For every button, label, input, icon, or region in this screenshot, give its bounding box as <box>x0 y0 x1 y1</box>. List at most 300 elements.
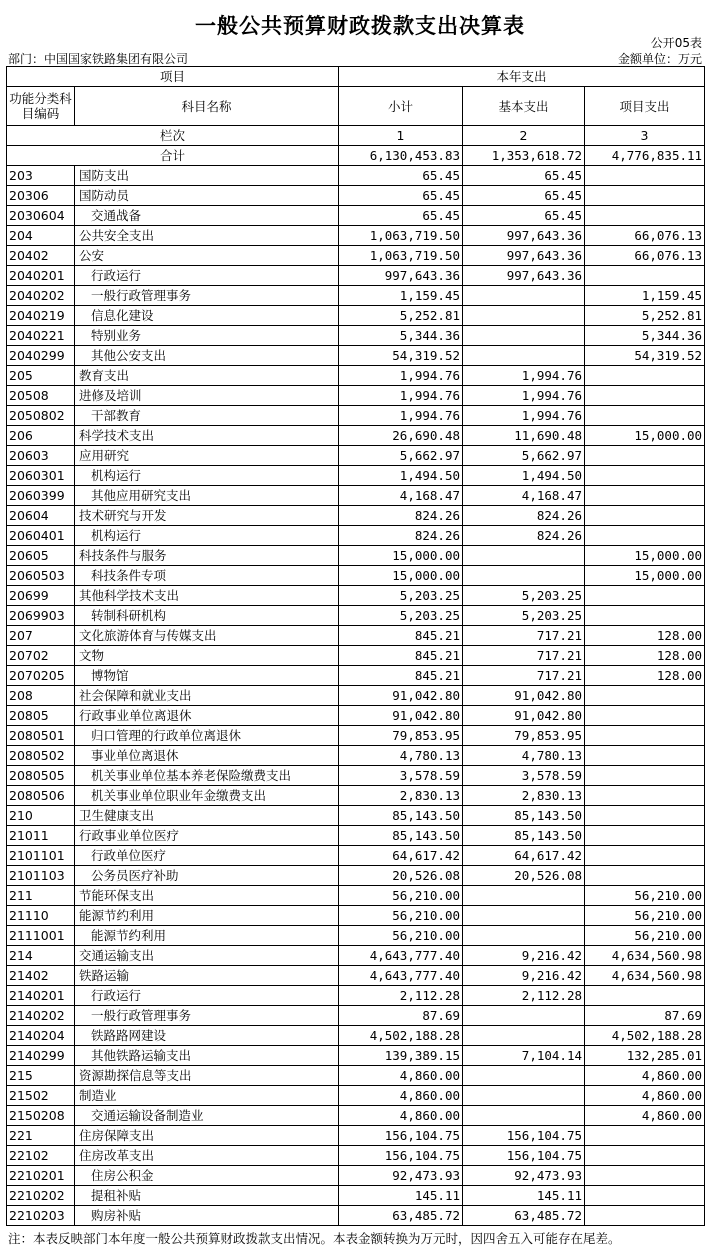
subtotal-cell: 64,617.42 <box>339 846 463 866</box>
header-subject-name: 科目名称 <box>75 87 339 126</box>
code-cell: 20603 <box>7 446 75 466</box>
basic-cell: 2,112.28 <box>463 986 585 1006</box>
subtotal-cell: 5,662.97 <box>339 446 463 466</box>
code-cell: 204 <box>7 226 75 246</box>
table-row <box>7 246 705 266</box>
name-cell: 行政事业单位医疗 <box>75 826 339 846</box>
basic-cell <box>463 906 585 926</box>
project-cell: 1,159.45 <box>585 286 705 306</box>
table-row <box>7 1206 705 1226</box>
total-subtotal: 6,130,453.83 <box>339 146 463 166</box>
subtotal-cell: 824.26 <box>339 506 463 526</box>
table-row <box>7 286 705 306</box>
subtotal-cell: 20,526.08 <box>339 866 463 886</box>
name-cell: 技术研究与开发 <box>75 506 339 526</box>
name-cell: 特别业务 <box>75 326 339 346</box>
name-cell: 科学技术支出 <box>75 426 339 446</box>
table-row <box>7 946 705 966</box>
table-row <box>7 1066 705 1086</box>
code-cell: 2070205 <box>7 666 75 686</box>
subtotal-cell: 87.69 <box>339 1006 463 1026</box>
subtotal-cell: 5,203.25 <box>339 586 463 606</box>
code-cell: 22102 <box>7 1146 75 1166</box>
name-cell: 铁路运输 <box>75 966 339 986</box>
subtotal-cell: 4,502,188.28 <box>339 1026 463 1046</box>
code-cell: 20805 <box>7 706 75 726</box>
table-row <box>7 266 705 286</box>
subtotal-cell: 156,104.75 <box>339 1146 463 1166</box>
subtotal-cell: 845.21 <box>339 646 463 666</box>
total-label: 合计 <box>7 146 339 166</box>
basic-cell <box>463 1106 585 1126</box>
subtotal-cell: 91,042.80 <box>339 686 463 706</box>
project-cell: 4,860.00 <box>585 1066 705 1086</box>
project-cell: 4,860.00 <box>585 1106 705 1126</box>
code-cell: 2040202 <box>7 286 75 306</box>
project-cell <box>585 1146 705 1166</box>
col-label: 栏次 <box>7 126 339 146</box>
name-cell: 住房改革支出 <box>75 1146 339 1166</box>
basic-cell: 5,662.97 <box>463 446 585 466</box>
subtotal-cell: 824.26 <box>339 526 463 546</box>
column-index-row <box>7 126 705 146</box>
table-row <box>7 626 705 646</box>
project-cell <box>585 846 705 866</box>
project-cell: 4,634,560.98 <box>585 946 705 966</box>
table-row <box>7 666 705 686</box>
code-cell: 20702 <box>7 646 75 666</box>
subtotal-cell: 1,494.50 <box>339 466 463 486</box>
table-row <box>7 566 705 586</box>
table-row <box>7 866 705 886</box>
subtotal-cell: 5,203.25 <box>339 606 463 626</box>
project-cell <box>585 806 705 826</box>
basic-cell: 717.21 <box>463 626 585 646</box>
basic-cell: 1,494.50 <box>463 466 585 486</box>
code-cell: 2140202 <box>7 1006 75 1026</box>
code-cell: 2101103 <box>7 866 75 886</box>
project-cell <box>585 766 705 786</box>
header-func-code: 功能分类科目编码 <box>7 87 75 126</box>
code-cell: 21502 <box>7 1086 75 1106</box>
code-cell: 2050802 <box>7 406 75 426</box>
subtotal-cell: 1,063,719.50 <box>339 226 463 246</box>
name-cell: 交通运输支出 <box>75 946 339 966</box>
table-row <box>7 606 705 626</box>
project-cell <box>585 786 705 806</box>
name-cell: 干部教育 <box>75 406 339 426</box>
table-row <box>7 1026 705 1046</box>
basic-cell <box>463 546 585 566</box>
col-index-3: 3 <box>585 126 705 146</box>
code-cell: 203 <box>7 166 75 186</box>
basic-cell: 92,473.93 <box>463 1166 585 1186</box>
table-row <box>7 1146 705 1166</box>
name-cell: 国防支出 <box>75 166 339 186</box>
table-row <box>7 646 705 666</box>
table-row <box>7 386 705 406</box>
table-row <box>7 506 705 526</box>
subtotal-cell: 2,830.13 <box>339 786 463 806</box>
table-row <box>7 326 705 346</box>
code-cell: 21402 <box>7 966 75 986</box>
name-cell: 机关事业单位基本养老保险缴费支出 <box>75 766 339 786</box>
code-cell: 2060503 <box>7 566 75 586</box>
code-cell: 2210201 <box>7 1166 75 1186</box>
name-cell: 资源勘探信息等支出 <box>75 1066 339 1086</box>
subtotal-cell: 79,853.95 <box>339 726 463 746</box>
name-cell: 住房公积金 <box>75 1166 339 1186</box>
code-cell: 2040299 <box>7 346 75 366</box>
basic-cell: 11,690.48 <box>463 426 585 446</box>
subtotal-cell: 26,690.48 <box>339 426 463 446</box>
name-cell: 其他科学技术支出 <box>75 586 339 606</box>
table-row <box>7 906 705 926</box>
table-row <box>7 366 705 386</box>
project-cell <box>585 1166 705 1186</box>
table-row <box>7 586 705 606</box>
subtotal-cell: 56,210.00 <box>339 926 463 946</box>
table-row <box>7 306 705 326</box>
subtotal-cell: 4,643,777.40 <box>339 946 463 966</box>
name-cell: 其他应用研究支出 <box>75 486 339 506</box>
subtotal-cell: 4,643,777.40 <box>339 966 463 986</box>
basic-cell: 145.11 <box>463 1186 585 1206</box>
code-cell: 21011 <box>7 826 75 846</box>
table-row <box>7 1166 705 1186</box>
basic-cell <box>463 346 585 366</box>
basic-cell: 91,042.80 <box>463 686 585 706</box>
basic-cell <box>463 326 585 346</box>
basic-cell: 9,216.42 <box>463 966 585 986</box>
project-cell <box>585 486 705 506</box>
name-cell: 交通运输设备制造业 <box>75 1106 339 1126</box>
basic-cell: 4,780.13 <box>463 746 585 766</box>
project-cell: 54,319.52 <box>585 346 705 366</box>
subtotal-cell: 56,210.00 <box>339 906 463 926</box>
code-cell: 208 <box>7 686 75 706</box>
basic-cell: 156,104.75 <box>463 1146 585 1166</box>
code-cell: 2060401 <box>7 526 75 546</box>
code-cell: 214 <box>7 946 75 966</box>
header-basic: 基本支出 <box>463 87 585 126</box>
name-cell: 机构运行 <box>75 526 339 546</box>
name-cell: 其他铁路运输支出 <box>75 1046 339 1066</box>
table-row <box>7 966 705 986</box>
name-cell: 应用研究 <box>75 446 339 466</box>
project-cell <box>585 186 705 206</box>
department-label: 部门：中国国家铁路集团有限公司 <box>8 52 189 66</box>
project-cell <box>585 526 705 546</box>
basic-cell: 79,853.95 <box>463 726 585 746</box>
code-cell: 20605 <box>7 546 75 566</box>
name-cell: 交通战备 <box>75 206 339 226</box>
project-cell <box>585 1186 705 1206</box>
table-row <box>7 346 705 366</box>
name-cell: 教育支出 <box>75 366 339 386</box>
subtotal-cell: 845.21 <box>339 666 463 686</box>
total-project: 4,776,835.11 <box>585 146 705 166</box>
project-cell <box>585 686 705 706</box>
basic-cell: 156,104.75 <box>463 1126 585 1146</box>
footnote: 注：本表反映部门本年度一般公共预算财政拨款支出情况。本表金额转换为万元时，因四舍五入可能存在尾差。 <box>8 1231 621 1246</box>
table-row <box>7 426 705 446</box>
subtotal-cell: 91,042.80 <box>339 706 463 726</box>
code-cell: 2101101 <box>7 846 75 866</box>
table-row <box>7 1126 705 1146</box>
basic-cell <box>463 1086 585 1106</box>
subtotal-cell: 4,860.00 <box>339 1106 463 1126</box>
table-row <box>7 806 705 826</box>
code-cell: 215 <box>7 1066 75 1086</box>
subtotal-cell: 1,994.76 <box>339 386 463 406</box>
name-cell: 行政运行 <box>75 986 339 1006</box>
subtotal-cell: 139,389.15 <box>339 1046 463 1066</box>
name-cell: 节能环保支出 <box>75 886 339 906</box>
table-row <box>7 1086 705 1106</box>
name-cell: 事业单位离退休 <box>75 746 339 766</box>
project-cell <box>585 746 705 766</box>
project-cell: 87.69 <box>585 1006 705 1026</box>
project-cell: 4,502,188.28 <box>585 1026 705 1046</box>
code-cell: 205 <box>7 366 75 386</box>
name-cell: 铁路路网建设 <box>75 1026 339 1046</box>
basic-cell: 997,643.36 <box>463 246 585 266</box>
basic-cell: 1,994.76 <box>463 406 585 426</box>
name-cell: 行政单位医疗 <box>75 846 339 866</box>
subtotal-cell: 156,104.75 <box>339 1126 463 1146</box>
project-cell <box>585 1206 705 1226</box>
subtotal-cell: 4,860.00 <box>339 1066 463 1086</box>
project-cell: 66,076.13 <box>585 226 705 246</box>
subtotal-cell: 145.11 <box>339 1186 463 1206</box>
project-cell <box>585 1126 705 1146</box>
subtotal-cell: 4,780.13 <box>339 746 463 766</box>
code-cell: 20402 <box>7 246 75 266</box>
table-row <box>7 706 705 726</box>
project-cell: 132,285.01 <box>585 1046 705 1066</box>
header-item: 项目 <box>7 67 339 87</box>
name-cell: 归口管理的行政单位离退休 <box>75 726 339 746</box>
subtotal-cell: 92,473.93 <box>339 1166 463 1186</box>
name-cell: 购房补贴 <box>75 1206 339 1226</box>
subtotal-cell: 1,063,719.50 <box>339 246 463 266</box>
table-row <box>7 526 705 546</box>
basic-cell <box>463 286 585 306</box>
subtotal-cell: 1,159.45 <box>339 286 463 306</box>
table-row <box>7 446 705 466</box>
table-row <box>7 186 705 206</box>
total-basic: 1,353,618.72 <box>463 146 585 166</box>
basic-cell: 5,203.25 <box>463 606 585 626</box>
code-cell: 2210203 <box>7 1206 75 1226</box>
project-cell <box>585 726 705 746</box>
basic-cell: 65.45 <box>463 166 585 186</box>
code-cell: 2140201 <box>7 986 75 1006</box>
name-cell: 行政运行 <box>75 266 339 286</box>
total-row <box>7 146 705 166</box>
header-current-year: 本年支出 <box>339 67 705 87</box>
subtotal-cell: 997,643.36 <box>339 266 463 286</box>
basic-cell <box>463 1026 585 1046</box>
project-cell <box>585 386 705 406</box>
basic-cell: 65.45 <box>463 206 585 226</box>
project-cell <box>585 986 705 1006</box>
code-cell: 20699 <box>7 586 75 606</box>
table-row <box>7 1106 705 1126</box>
subtotal-cell: 54,319.52 <box>339 346 463 366</box>
table-row <box>7 226 705 246</box>
subtotal-cell: 65.45 <box>339 186 463 206</box>
name-cell: 卫生健康支出 <box>75 806 339 826</box>
table-row <box>7 546 705 566</box>
project-cell: 56,210.00 <box>585 926 705 946</box>
project-cell <box>585 446 705 466</box>
subtotal-cell: 1,994.76 <box>339 406 463 426</box>
basic-cell: 824.26 <box>463 526 585 546</box>
basic-cell: 717.21 <box>463 666 585 686</box>
basic-cell: 717.21 <box>463 646 585 666</box>
col-index-2: 2 <box>463 126 585 146</box>
project-cell <box>585 586 705 606</box>
project-cell: 15,000.00 <box>585 546 705 566</box>
basic-cell: 997,643.36 <box>463 226 585 246</box>
name-cell: 住房保障支出 <box>75 1126 339 1146</box>
basic-cell: 5,203.25 <box>463 586 585 606</box>
project-cell <box>585 826 705 846</box>
subtotal-cell: 5,344.36 <box>339 326 463 346</box>
subtotal-cell: 65.45 <box>339 166 463 186</box>
name-cell: 公务员医疗补助 <box>75 866 339 886</box>
basic-cell: 85,143.50 <box>463 806 585 826</box>
basic-cell: 1,994.76 <box>463 386 585 406</box>
project-cell <box>585 366 705 386</box>
code-cell: 2040221 <box>7 326 75 346</box>
basic-cell: 85,143.50 <box>463 826 585 846</box>
basic-cell: 1,994.76 <box>463 366 585 386</box>
basic-cell <box>463 306 585 326</box>
subtotal-cell: 4,860.00 <box>339 1086 463 1106</box>
basic-cell <box>463 1066 585 1086</box>
code-cell: 20508 <box>7 386 75 406</box>
table-row <box>7 786 705 806</box>
basic-cell: 65.45 <box>463 186 585 206</box>
table-row <box>7 766 705 786</box>
code-cell: 2080502 <box>7 746 75 766</box>
code-cell: 2080506 <box>7 786 75 806</box>
header-row-2 <box>7 87 705 126</box>
project-cell: 128.00 <box>585 646 705 666</box>
project-cell <box>585 466 705 486</box>
code-cell: 2030604 <box>7 206 75 226</box>
code-cell: 2069903 <box>7 606 75 626</box>
unit-label: 金额单位：万元 <box>617 52 702 66</box>
code-cell: 2210202 <box>7 1186 75 1206</box>
name-cell: 行政事业单位离退休 <box>75 706 339 726</box>
name-cell: 提租补贴 <box>75 1186 339 1206</box>
project-cell: 4,634,560.98 <box>585 966 705 986</box>
project-cell <box>585 706 705 726</box>
basic-cell: 3,578.59 <box>463 766 585 786</box>
table-row <box>7 726 705 746</box>
header-project: 项目支出 <box>585 87 705 126</box>
code-cell: 206 <box>7 426 75 446</box>
subtotal-cell: 56,210.00 <box>339 886 463 906</box>
name-cell: 转制科研机构 <box>75 606 339 626</box>
code-cell: 2060301 <box>7 466 75 486</box>
code-cell: 210 <box>7 806 75 826</box>
code-cell: 2111001 <box>7 926 75 946</box>
project-cell: 4,860.00 <box>585 1086 705 1106</box>
name-cell: 文化旅游体育与传媒支出 <box>75 626 339 646</box>
subtotal-cell: 845.21 <box>339 626 463 646</box>
name-cell: 国防动员 <box>75 186 339 206</box>
code-cell: 2140204 <box>7 1026 75 1046</box>
code-cell: 21110 <box>7 906 75 926</box>
name-cell: 科技条件与服务 <box>75 546 339 566</box>
basic-cell: 997,643.36 <box>463 266 585 286</box>
name-cell: 机构运行 <box>75 466 339 486</box>
table-row <box>7 166 705 186</box>
code-cell: 2040201 <box>7 266 75 286</box>
basic-cell <box>463 566 585 586</box>
code-cell: 2080501 <box>7 726 75 746</box>
name-cell: 能源节约利用 <box>75 906 339 926</box>
project-cell <box>585 206 705 226</box>
basic-cell: 9,216.42 <box>463 946 585 966</box>
code-cell: 20306 <box>7 186 75 206</box>
project-cell: 56,210.00 <box>585 906 705 926</box>
basic-cell: 91,042.80 <box>463 706 585 726</box>
header-subtotal: 小计 <box>339 87 463 126</box>
page-title: 一般公共预算财政拨款支出决算表 <box>195 14 525 38</box>
code-cell: 221 <box>7 1126 75 1146</box>
name-cell: 进修及培训 <box>75 386 339 406</box>
basic-cell: 824.26 <box>463 506 585 526</box>
project-cell: 128.00 <box>585 626 705 646</box>
code-cell: 2080505 <box>7 766 75 786</box>
table-row <box>7 826 705 846</box>
project-cell: 56,210.00 <box>585 886 705 906</box>
subtotal-cell: 85,143.50 <box>339 826 463 846</box>
name-cell: 信息化建设 <box>75 306 339 326</box>
name-cell: 社会保障和就业支出 <box>75 686 339 706</box>
name-cell: 一般行政管理事务 <box>75 1006 339 1026</box>
code-cell: 211 <box>7 886 75 906</box>
basic-cell <box>463 886 585 906</box>
subtotal-cell: 85,143.50 <box>339 806 463 826</box>
table-row <box>7 406 705 426</box>
name-cell: 制造业 <box>75 1086 339 1106</box>
basic-cell: 4,168.47 <box>463 486 585 506</box>
basic-cell <box>463 926 585 946</box>
basic-cell: 20,526.08 <box>463 866 585 886</box>
table-row <box>7 846 705 866</box>
subtotal-cell: 5,252.81 <box>339 306 463 326</box>
name-cell: 科技条件专项 <box>75 566 339 586</box>
code-cell: 207 <box>7 626 75 646</box>
name-cell: 文物 <box>75 646 339 666</box>
basic-cell: 64,617.42 <box>463 846 585 866</box>
project-cell <box>585 406 705 426</box>
table-row <box>7 1006 705 1026</box>
project-cell <box>585 606 705 626</box>
name-cell: 公安 <box>75 246 339 266</box>
table-row <box>7 746 705 766</box>
subtotal-cell: 3,578.59 <box>339 766 463 786</box>
basic-cell: 7,104.14 <box>463 1046 585 1066</box>
table-row <box>7 926 705 946</box>
